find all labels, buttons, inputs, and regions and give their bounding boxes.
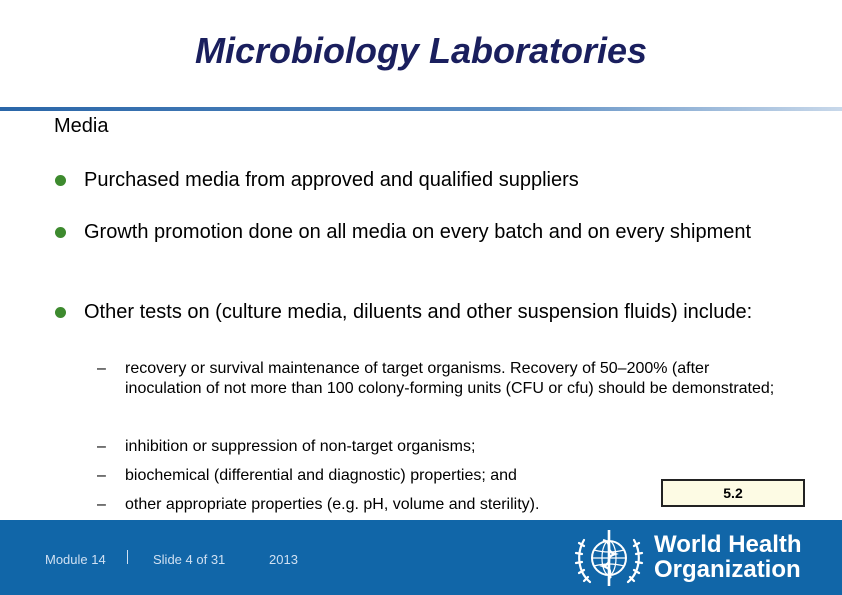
dash-icon: –	[97, 360, 106, 377]
bullet-text: Other tests on (culture media, diluents and other suspension fluids) include:	[84, 301, 753, 323]
slide-title: Microbiology Laboratories	[194, 30, 648, 71]
sub-bullet-item	[97, 437, 787, 457]
sub-bullet-text: other appropriate properties (e.g. pH, volume and sterility).	[125, 496, 540, 513]
bullet-dot-icon	[55, 175, 66, 186]
footer-module: Module 14	[45, 552, 106, 567]
bullet-item	[54, 166, 794, 195]
who-wordmark	[654, 532, 802, 582]
sub-bullet-text: inhibition or suppression of non-target organisms;	[125, 438, 476, 455]
who-emblem-icon	[570, 524, 648, 592]
bullet-text: Growth promotion done on all media on every batch and on every shipment	[84, 221, 752, 243]
title-divider	[0, 107, 842, 111]
reference-badge: 5.2	[661, 479, 805, 507]
bullet-item	[54, 218, 794, 247]
footer-year: 2013	[269, 552, 298, 567]
dash-icon: –	[97, 467, 106, 484]
bullet-text: Purchased media from approved and qualified suppliers	[84, 169, 579, 191]
bullet-dot-icon	[55, 307, 66, 318]
who-wordmark-line1: World Health	[654, 531, 802, 558]
dash-icon: –	[97, 438, 106, 455]
bullet-dot-icon	[55, 227, 66, 238]
footer-slide-number: Slide 4 of 31	[153, 552, 226, 567]
sub-bullet-item	[97, 359, 787, 398]
footer-separator	[127, 550, 128, 564]
dash-icon: –	[97, 496, 106, 513]
sub-bullet-text: biochemical (differential and diagnostic) properties; and	[125, 467, 517, 484]
bullet-item	[54, 298, 794, 327]
section-heading: Media	[54, 115, 109, 137]
who-wordmark-line2: Organization	[654, 556, 801, 583]
footer-bar	[0, 520, 842, 595]
sub-bullet-text: recovery or survival maintenance of target organisms. Recovery of 50–200% (after inoculation of not more than 100 colony-forming units (CFU or cfu) should be demonstrated;	[125, 360, 775, 397]
